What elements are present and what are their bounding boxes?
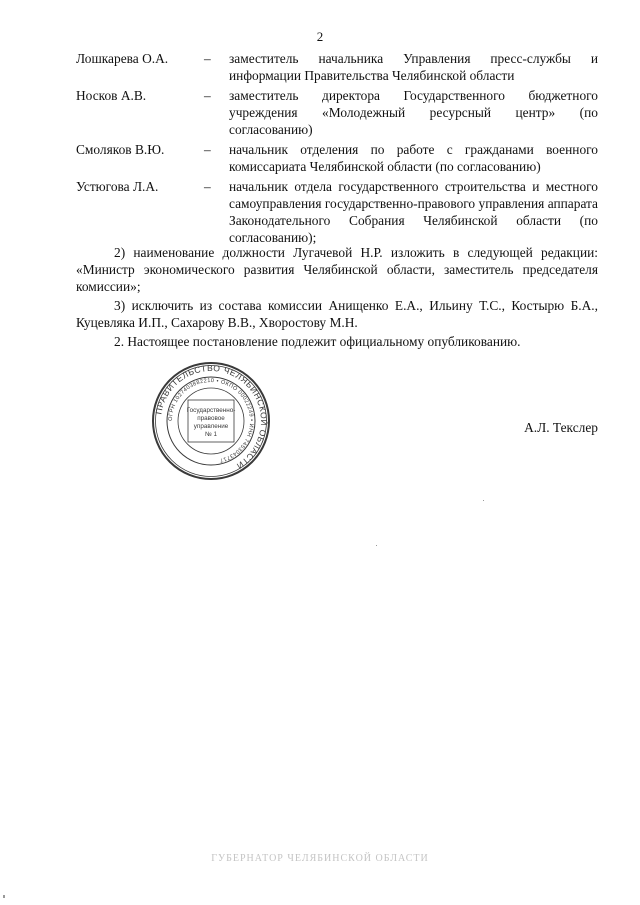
stamp-center-text [187,407,236,438]
scan-speck [376,545,377,546]
paragraph-exclusions: 3) исключить из состава комиссии Анищенко Е.А., Ильину Т.С., Костырю Б.А., Куцевляка И.П., Сахарову В.В., Хворостову М.Н. [76,298,598,330]
member-name: Устюгова Л.А. [76,179,159,194]
signature-name: А.Л. Текслер [524,420,598,435]
paragraph-publication: 2. Настоящее постановление подлежит официальному опубликованию. [114,334,521,349]
member-name: Лошкарева О.А. [76,51,169,66]
member-role: начальник отдела государственного строительства и местного самоуправления государственно-правового управления аппарата Законодательного Собрания Челябинской области (по согласованию); [229,179,598,245]
paragraph-position-rename: 2) наименование должности Лугачевой Н.Р. изложить в следующей редакции: «Министр экономического развития Челябинской области, заместитель председателя комиссии»; [76,245,598,294]
member-dash: – [204,88,211,103]
member-row [76,87,598,138]
scan-speck [3,895,5,898]
footer-watermark: ГУБЕРНАТОР ЧЕЛЯБИНСКОЙ ОБЛАСТИ [211,853,429,864]
stamp-inner-text: ОГРН 1027403882210 • ОКПО 00022249 • ИНН 7453043717 [167,377,255,464]
stamp-outer-text: ПРАВИТЕЛЬСТВО ЧЕЛЯБИНСКОЙ ОБЛАСТИ [153,362,270,472]
member-dash: – [204,179,211,194]
official-seal-stamp [150,360,272,482]
stamp-center-line: Государственно- [186,407,236,414]
scan-speck [483,500,484,501]
member-name: Носков А.В. [76,88,147,103]
member-role: заместитель директора Государственного бюджетного учреждения «Молодежный ресурсный центр» (по согласованию) [229,88,598,137]
member-name: Смоляков В.Ю. [76,142,165,157]
amendment-paragraphs [76,244,598,352]
member-role: заместитель начальника Управления пресс-службы и информации Правительства Челябинской области [229,51,598,83]
stamp-center-line: № 1 [204,431,218,438]
member-dash: – [204,142,211,157]
member-role: начальник отделения по работе с гражданами военного комиссариата Челябинской области (по согласованию) [229,142,598,174]
member-row [76,141,598,175]
stamp-center-line: правовое [197,415,225,422]
member-row [76,50,598,84]
member-row [76,178,598,246]
stamp-center-line: управление [193,423,229,430]
member-dash: – [204,51,211,66]
page-number: 2 [316,29,324,44]
commission-member-list [76,50,598,249]
